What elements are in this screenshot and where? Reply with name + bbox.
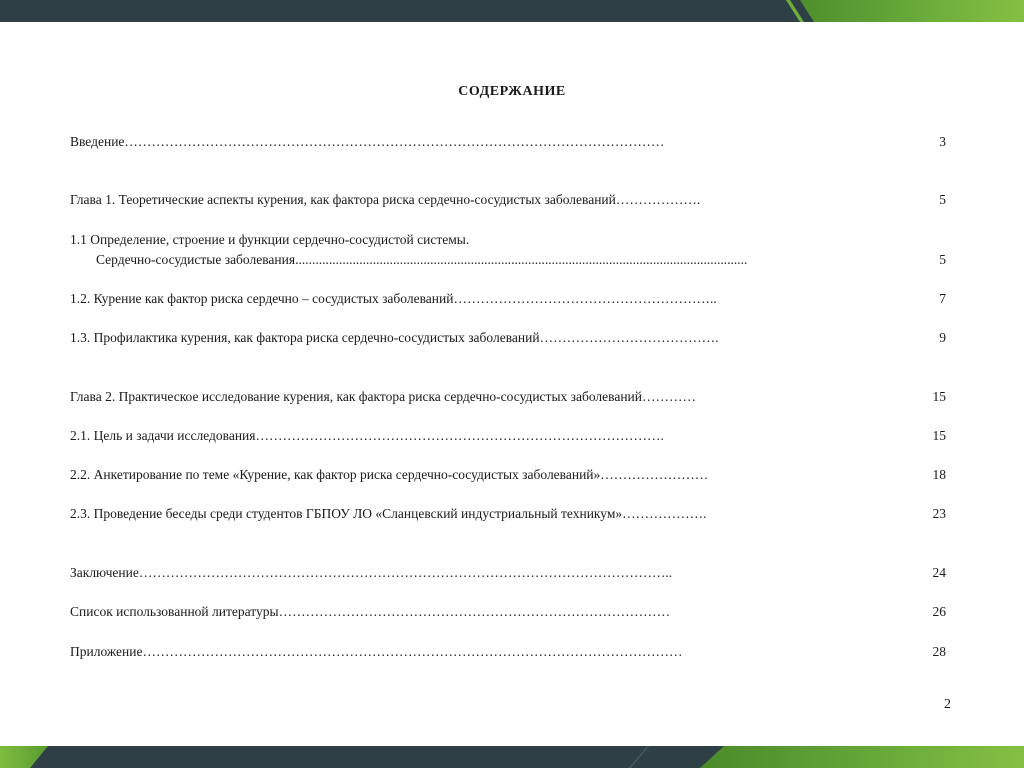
toc-leader: ………………………………………………….. bbox=[453, 291, 717, 306]
toc-page-number: 15 bbox=[932, 428, 946, 443]
toc-entry-text: 2.3. Проведение беседы среди студентов ГБПОУ ЛО «Сланцевский индустриальный техникум» bbox=[70, 506, 623, 521]
toc-page-number: 18 bbox=[932, 467, 946, 482]
toc-page-number: 24 bbox=[932, 565, 946, 580]
toc-entry-text: Введение bbox=[70, 134, 125, 149]
toc-entry-1-1 bbox=[96, 252, 946, 268]
toc-leader: …………………………………. bbox=[539, 330, 719, 345]
toc-page-number: 9 bbox=[939, 330, 946, 345]
toc-entry-2-1 bbox=[70, 428, 946, 444]
toc-entry-1-1-line1: 1.1 Определение, строение и функции сердечно-сосудистой системы. bbox=[70, 232, 470, 247]
toc-entry-text: Список использованной литературы bbox=[70, 604, 279, 619]
slide-page-number: 2 bbox=[944, 697, 951, 712]
toc-page-number: 23 bbox=[932, 506, 946, 521]
toc-entry-text: Заключение bbox=[70, 565, 139, 580]
page-title: СОДЕРЖАНИЕ bbox=[458, 84, 566, 99]
toc-page-number: 7 bbox=[939, 291, 946, 306]
toc-leader: ...................................................................................................................................... bbox=[295, 252, 748, 267]
toc-entry-text: 2.2. Анкетирование по теме «Курение, как фактор риска сердечно-сосудистых заболеваний» bbox=[70, 467, 601, 482]
toc-leader: …………………………………………………………………………… bbox=[278, 604, 671, 619]
top-accent-band bbox=[800, 0, 1024, 22]
toc-leader: ………………………………………………………………………………………………………… bbox=[142, 644, 683, 659]
toc-entry-2-3 bbox=[70, 506, 946, 522]
toc-entry-2-2 bbox=[70, 467, 946, 483]
toc-page-number: 5 bbox=[939, 252, 946, 267]
toc-entry-chapter-2 bbox=[70, 389, 946, 405]
toc-page-number: 28 bbox=[932, 644, 946, 659]
toc-page-number: 5 bbox=[939, 192, 946, 207]
toc-entry-text: Сердечно-сосудистые заболевания bbox=[96, 252, 296, 267]
toc-entry-appendix bbox=[70, 644, 946, 660]
toc-entry-intro bbox=[70, 134, 946, 150]
toc-leader: ………………. bbox=[622, 506, 707, 521]
toc-page-number: 26 bbox=[932, 604, 946, 619]
toc-entry-text: 1.2. Курение как фактор риска сердечно – сосудистых заболеваний bbox=[70, 291, 454, 306]
toc-leader: ………… bbox=[642, 389, 697, 404]
toc-entry-text: 2.1. Цель и задачи исследования bbox=[70, 428, 256, 443]
toc-leader: ………………………………………………………………………………………………………… bbox=[124, 134, 665, 149]
bottom-accent-right bbox=[700, 746, 1024, 768]
toc-entry-chapter-1 bbox=[70, 192, 946, 208]
toc-entry-references bbox=[70, 604, 946, 620]
toc-entry-text: Приложение bbox=[70, 644, 143, 659]
toc-entry-text: 1.3. Профилактика курения, как фактора риска сердечно-сосудистых заболеваний bbox=[70, 330, 540, 345]
toc-entry-conclusion bbox=[70, 565, 946, 581]
toc-entry-text: Глава 2. Практическое исследование курения, как фактора риска сердечно-сосудистых заболеваний bbox=[70, 389, 643, 404]
toc-entry-1-3 bbox=[70, 330, 946, 346]
toc-entry-1-2 bbox=[70, 291, 946, 307]
toc-entry-text: Глава 1. Теоретические аспекты курения, как фактора риска сердечно-сосудистых заболеваний bbox=[70, 192, 616, 207]
toc-page-number: 3 bbox=[939, 134, 946, 149]
toc-leader: ………………………………………………………………………………. bbox=[255, 428, 664, 443]
toc-leader: ………………. bbox=[615, 192, 701, 207]
toc-leader: …………………… bbox=[600, 467, 709, 482]
toc-leader: ……………………………………………………………………………………………………….. bbox=[138, 565, 673, 580]
toc-page-number: 15 bbox=[932, 389, 946, 404]
